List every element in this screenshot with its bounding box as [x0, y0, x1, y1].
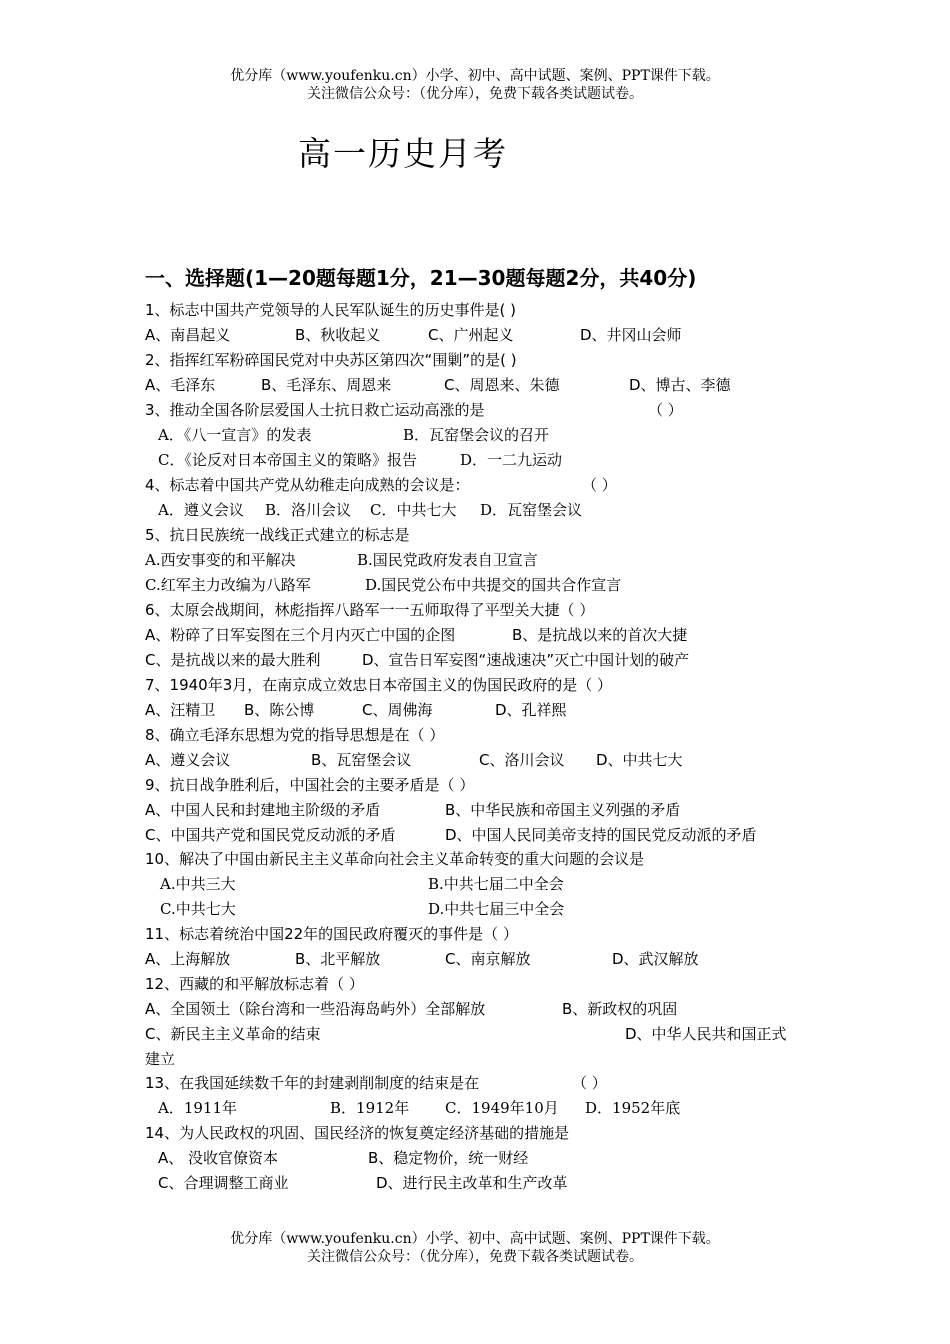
question-7-option-a: A、汪精卫	[145, 701, 216, 719]
question-7-stem: 7、1940年3月，在南京成立效忠日本帝国主义的伪国民政府的是（ ）	[145, 676, 613, 694]
section-heading: 一、选择题(1—20题每题1分，21—30题每题2分，共40分)	[145, 266, 697, 290]
question-5-option-c: C.红军主力改编为八路军	[145, 576, 311, 594]
question-7-option-d: D、孔祥熙	[495, 701, 567, 719]
question-6-option-c: C、是抗战以来的最大胜利	[145, 651, 321, 669]
question-4-option-c: C．中共七大	[370, 501, 457, 519]
question-11-option-c: C、南京解放	[445, 950, 531, 968]
question-14-option-d: D、进行民主改革和生产改革	[376, 1174, 568, 1192]
question-4-option-b: B．洛川会议	[265, 501, 352, 519]
question-11-option-b: B、北平解放	[295, 950, 381, 968]
footer-line-2: 关注微信公众号：（优分库），免费下载各类试题试卷。	[307, 1249, 643, 1265]
question-10-option-d: D.中共七届三中全会	[428, 900, 565, 918]
question-3-option-b: B．瓦窑堡会议的召开	[403, 426, 550, 444]
question-11-stem: 11、标志着统治中国22年的国民政府覆灭的事件是（ ）	[145, 925, 518, 943]
header-line-2: 关注微信公众号：（优分库），免费下载各类试题试卷。	[307, 86, 643, 102]
question-8-option-d: D、中共七大	[596, 751, 683, 769]
question-11-option-a: A、上海解放	[145, 950, 231, 968]
question-12-option-a: A、全国领土（除台湾和一些沿海岛屿外）全部解放	[145, 1000, 486, 1018]
question-5-option-d: D.国民党公布中共提交的国共合作宣言	[365, 576, 622, 594]
question-5-option-b: B.国民党政府发表自卫宣言	[357, 551, 538, 569]
question-6-option-a: A、粉碎了日军妄图在三个月内灭亡中国的企图	[145, 626, 456, 644]
question-10-option-b: B.中共七届二中全会	[428, 875, 564, 893]
question-13-stem: 13、在我国延续数千年的封建剥削制度的结束是在	[145, 1074, 480, 1092]
question-10-option-a: A.中共三大	[160, 875, 236, 893]
question-13-option-c: C．1949年10月	[445, 1099, 559, 1117]
question-9-option-a: A、中国人民和封建地主阶级的矛盾	[145, 801, 381, 819]
question-8-option-a: A、遵义会议	[145, 751, 231, 769]
question-8-stem: 8、确立毛泽东思想为党的指导思想是在（ ）	[145, 726, 445, 744]
question-14-option-a: A、 没收官僚资本	[158, 1149, 279, 1167]
question-4-stem: 4、标志着中国共产党从幼稚走向成熟的会议是：	[145, 476, 470, 494]
question-2-option-b: B、毛泽东、周恩来	[261, 376, 392, 394]
question-5-stem: 5、抗日民族统一战线正式建立的标志是	[145, 526, 410, 544]
question-13-option-b: B．1912年	[330, 1099, 410, 1117]
question-3-answer-paren: （ ）	[648, 401, 683, 419]
question-12-option-b: B、新政权的巩固	[562, 1000, 678, 1018]
question-14-option-b: B、稳定物价，统一财经	[368, 1149, 529, 1167]
question-7-option-c: C、周佛海	[362, 701, 433, 719]
page-title: 高一历史月考	[298, 134, 508, 173]
question-13-answer-paren: （ ）	[572, 1074, 607, 1092]
question-12-option-d: D、中华人民共和国正式	[625, 1025, 787, 1043]
question-12-stem: 12、西藏的和平解放标志着（ ）	[145, 975, 364, 993]
question-13-option-d: D．1952年底	[585, 1099, 681, 1117]
question-14-option-c: C、合理调整工商业	[158, 1174, 289, 1192]
question-2-stem: 2、指挥红军粉碎国民党对中央苏区第四次“围剿”的是( )	[145, 351, 517, 369]
question-6-stem: 6、太原会战期间，林彪指挥八路军一一五师取得了平型关大捷（ ）	[145, 601, 595, 619]
question-3-option-a: A．《八一宣言》的发表	[158, 426, 312, 444]
question-4-answer-paren: （ ）	[582, 476, 617, 494]
question-1-option-b: B、秋收起义	[295, 326, 381, 344]
question-2-option-d: D、博古、李德	[629, 376, 731, 394]
question-4-option-a: A．遵义会议	[158, 501, 244, 519]
question-5-option-a: A.西安事变的和平解决	[145, 551, 296, 569]
question-9-option-c: C、中国共产党和国民党反动派的矛盾	[145, 826, 396, 844]
question-9-option-d: D、中国人民同美帝支持的国民党反动派的矛盾	[445, 826, 757, 844]
question-3-option-d: D．一二九运动	[460, 451, 563, 469]
footer-line-1: 优分库（www.youfenku.cn）小学、初中、高中试题、案例、PPT课件下载。	[230, 1231, 720, 1247]
header-line-1: 优分库（www.youfenku.cn）小学、初中、高中试题、案例、PPT课件下载。	[230, 68, 720, 84]
question-8-option-b: B、瓦窑堡会议	[311, 751, 412, 769]
question-12-option-d-wrap: 建立	[145, 1050, 176, 1068]
question-2-option-a: A、毛泽东	[145, 376, 216, 394]
question-9-option-b: B、中华民族和帝国主义列强的矛盾	[445, 801, 681, 819]
question-10-stem: 10、解决了中国由新民主主义革命向社会主义革命转变的重大问题的会议是	[145, 850, 645, 868]
question-2-option-c: C、周恩来、朱德	[444, 376, 560, 394]
question-9-stem: 9、抗日战争胜利后，中国社会的主要矛盾是（ ）	[145, 776, 475, 794]
question-1-option-a: A、南昌起义	[145, 326, 231, 344]
question-8-option-c: C、洛川会议	[479, 751, 565, 769]
question-3-option-c: C．《论反对日本帝国主义的策略》报告	[158, 451, 417, 469]
question-3-stem: 3、推动全国各阶层爱国人士抗日救亡运动高涨的是	[145, 401, 485, 419]
question-14-stem: 14、为人民政权的巩固、国民经济的恢复奠定经济基础的措施是	[145, 1124, 570, 1142]
question-1-option-c: C、广州起义	[428, 326, 514, 344]
question-1-stem: 1、标志中国共产党领导的人民军队诞生的历史事件是( )	[145, 301, 517, 319]
question-12-option-c: C、新民主主义革命的结束	[145, 1025, 321, 1043]
question-4-option-d: D．瓦窑堡会议	[480, 501, 583, 519]
question-10-option-c: C.中共七大	[160, 900, 236, 918]
question-1-option-d: D、井冈山会师	[580, 326, 682, 344]
question-11-option-d: D、武汉解放	[612, 950, 699, 968]
question-6-option-b: B、是抗战以来的首次大捷	[512, 626, 688, 644]
question-7-option-b: B、陈公博	[244, 701, 315, 719]
question-13-option-a: A．1911年	[158, 1099, 238, 1117]
question-6-option-d: D、宣告日军妄图“速战速决”灭亡中国计划的破产	[362, 651, 690, 669]
